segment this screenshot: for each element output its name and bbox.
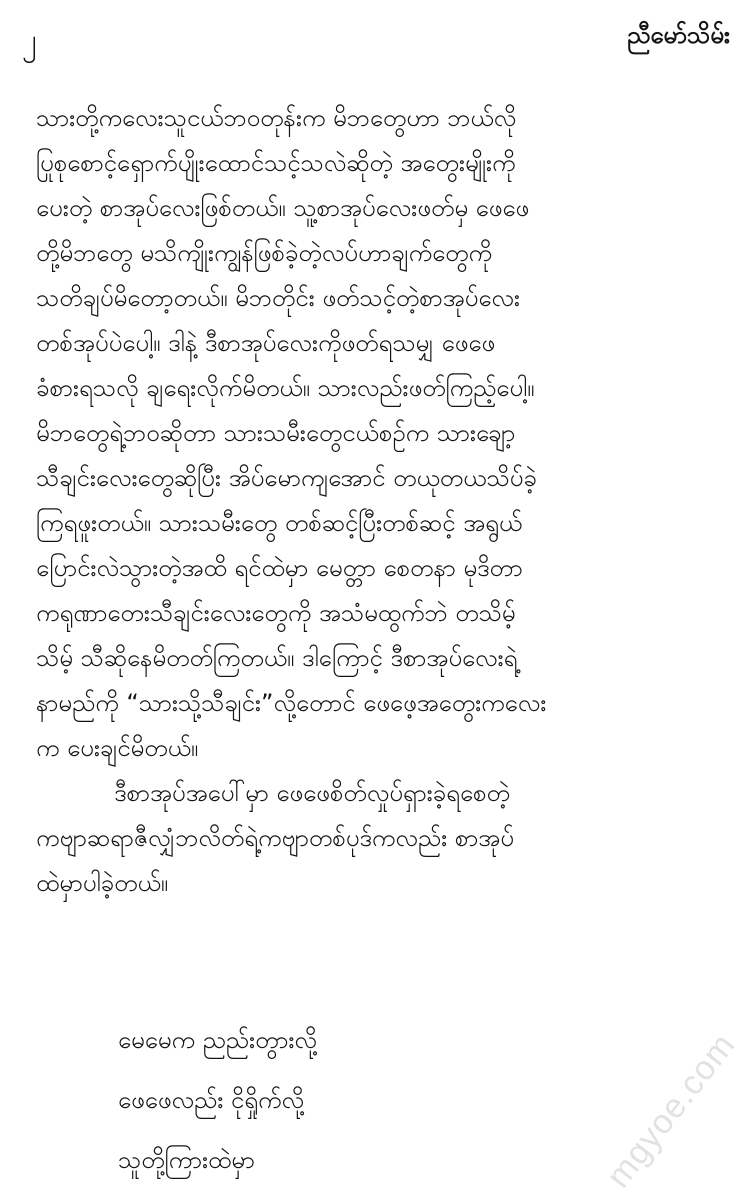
text-line: ကြရဖူးတယ်။ သားသမီးတွေ တစ်ဆင့်ပြီးတစ်ဆင့် အရွယ်	[36, 509, 523, 537]
page-number: ၂	[22, 23, 37, 58]
text-line: သတိချပ်မိတော့တယ်။ မိဘတိုင်း ဖတ်သင့်တဲ့စာအုပ်လေး	[36, 284, 520, 312]
text-line: ကဗျာဆရာဇီလျှံဘလိတ်ရဲ့ကဗျာတစ်ပုဒ်ကလည်း စာအုပ်	[36, 824, 514, 852]
watermark: mgyoe.com	[599, 1025, 744, 1195]
text-line: ထဲမှာပါခဲ့တယ်။	[36, 869, 169, 897]
poem-line: ဖေဖေလည်း ငိုရှိုက်လို့	[118, 1086, 304, 1114]
text-line: သိမ့် သီဆိုနေမိတတ်ကြတယ်။ ဒါကြောင့် ဒီစာအုပ်လေးရဲ့	[36, 644, 518, 672]
text-line: ပြုစုစောင့်ရှောက်ပျိုးထောင်သင့်သလဲဆိုတဲ့ အတွေးမျိုးကို	[36, 149, 516, 177]
text-line: မိဘတွေရဲ့ဘ၀ဆိုတာ သားသမီးတွေငယ်စဉ်က သားချော့	[36, 419, 516, 447]
text-line: ပြောင်းလဲသွားတဲ့အထိ ရင်ထဲမှာ မေတ္တာ စေတနာ မုဒိတာ	[36, 554, 523, 582]
text-line: ကရုဏာတေးသီချင်းလေးတွေကို အသံမထွက်ဘဲ တသိမ့်	[36, 599, 516, 627]
running-header-title: ညီမော်သိမ်း	[627, 21, 730, 49]
text-line: တို့မိဘတွေ မသိကျိုးကျွန်ဖြစ်ခဲ့တဲ့လပ်ဟာချက်တွေကို	[36, 239, 492, 267]
text-line: ခံစားရသလို ချရေးလိုက်မိတယ်။ သားလည်းဖတ်ကြည့်ပေါ့။	[36, 374, 535, 402]
text-line: က ပေးချင်မိတယ်။	[36, 734, 199, 762]
text-line: တစ်အုပ်ပဲပေါ့။ ဒါနဲ့ ဒီစာအုပ်လေးကိုဖတ်ရသမျှ ဖေဖေ	[36, 329, 496, 357]
poem-block	[118, 1010, 678, 1190]
text-line: ပေးတဲ့ စာအုပ်လေးဖြစ်တယ်။ သူ့စာအုပ်လေးဖတ်မှ ဖေဖေ	[36, 194, 530, 222]
poem-line: သူတို့ကြားထဲမှာ	[118, 1146, 255, 1174]
poem-line: မေမေက ညည်းတွားလို့	[118, 1026, 317, 1054]
text-line: သားတို့ကလေးသူငယ်ဘ၀တုန်းက မိဘတွေဟာ ဘယ်လို	[36, 104, 517, 132]
text-line: သီချင်းလေးတွေဆိုပြီး အိပ်မောကျအောင် တယုတယသိပ်ခဲ့	[36, 464, 537, 492]
body-text	[36, 96, 736, 906]
paragraph-first-line: ဒီစာအုပ်အပေါ်မှာ ဖေဖေစိတ်လှုပ်ရှားခဲ့ရစေတဲ့	[114, 779, 510, 807]
text-line: နာမည်ကို “သားသို့သီချင်း”လို့တောင် ဖေဖေ့အတွေးကလေး	[36, 689, 547, 717]
